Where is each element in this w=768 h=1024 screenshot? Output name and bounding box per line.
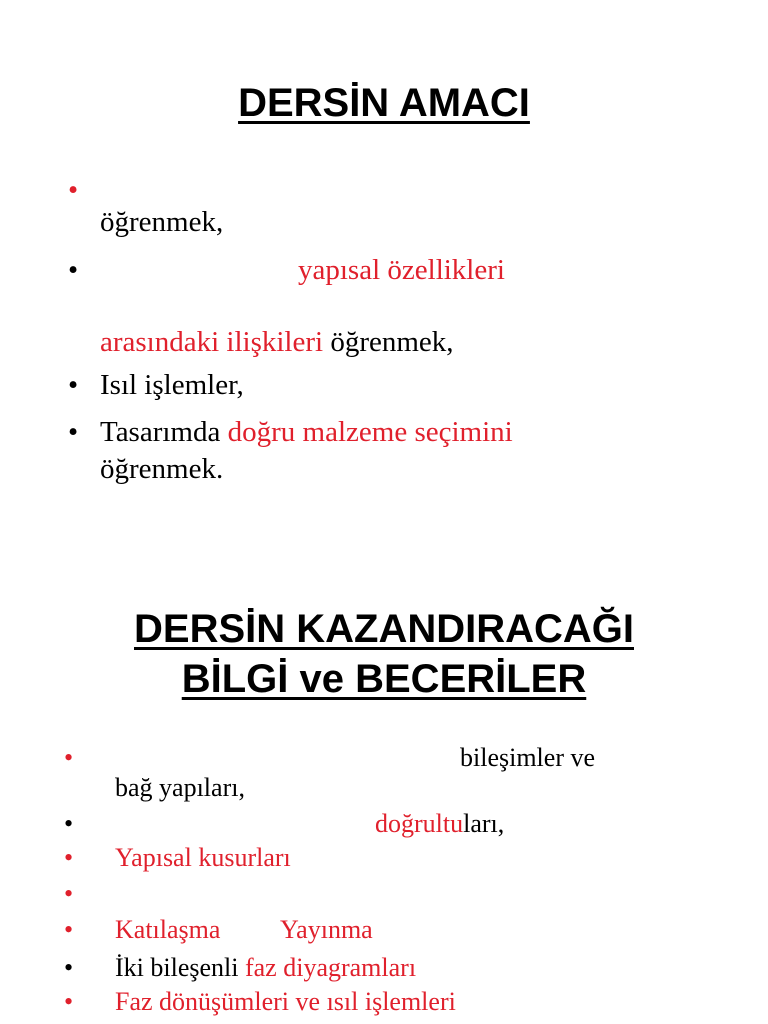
item4-pre: Tasarımda xyxy=(100,416,228,448)
s2-item6-pre: İki bileşenli xyxy=(115,953,245,982)
item1-continuation: öğrenmek, xyxy=(100,206,224,238)
item3-text: Isıl işlemler, xyxy=(100,369,244,401)
s2-item2-red: doğrultu xyxy=(375,809,464,838)
s2-item2-rest: ları, xyxy=(463,809,505,838)
item4-red-text: doğru malzeme seçimini xyxy=(227,416,513,448)
s2-item7-bullet: • xyxy=(64,987,74,1016)
s2-item1-text: bileşimler ve xyxy=(460,743,596,772)
item2-bullet: • xyxy=(68,254,79,286)
section2-title-line2: BİLGİ ve BECERİLER xyxy=(181,657,587,701)
s2-item7-text: Faz dönüşümleri ve ısıl işlemleri xyxy=(115,987,456,1016)
s2-item6-text xyxy=(115,952,416,984)
item4-continuation: öğrenmek. xyxy=(100,453,224,485)
s2-item1-continuation: bağ yapıları, xyxy=(115,773,245,802)
s2-item5-text-a: Katılaşma xyxy=(115,915,221,944)
s2-item6-red: faz diyagramları xyxy=(244,953,417,982)
item4-bullet: • xyxy=(68,416,79,448)
item1-bullet: • xyxy=(68,174,79,206)
section2-title-line1: DERSİN KAZANDIRACAĞI xyxy=(134,607,634,651)
s2-item5-bullet: • xyxy=(64,915,74,944)
item2-red-text-a: yapısal özellikleri xyxy=(298,254,505,286)
s2-item6-bullet: • xyxy=(64,953,74,982)
item2-line2 xyxy=(100,324,454,360)
section1-title: DERSİN AMACI xyxy=(238,81,530,125)
s2-item3-bullet: • xyxy=(64,843,74,872)
item3-bullet: • xyxy=(68,369,79,401)
s2-item5-text-b: Yayınma xyxy=(280,915,373,944)
item4-line1 xyxy=(100,414,513,450)
s2-item1-bullet: • xyxy=(64,743,74,772)
s2-item2-bullet: • xyxy=(64,809,74,838)
item2-rest: öğrenmek, xyxy=(323,326,454,358)
s2-item2-text xyxy=(375,808,504,840)
item2-red-text-b: arasındaki ilişkileri xyxy=(100,326,324,358)
s2-item3-text: Yapısal kusurları xyxy=(115,843,291,872)
s2-item4-bullet: • xyxy=(64,879,74,908)
